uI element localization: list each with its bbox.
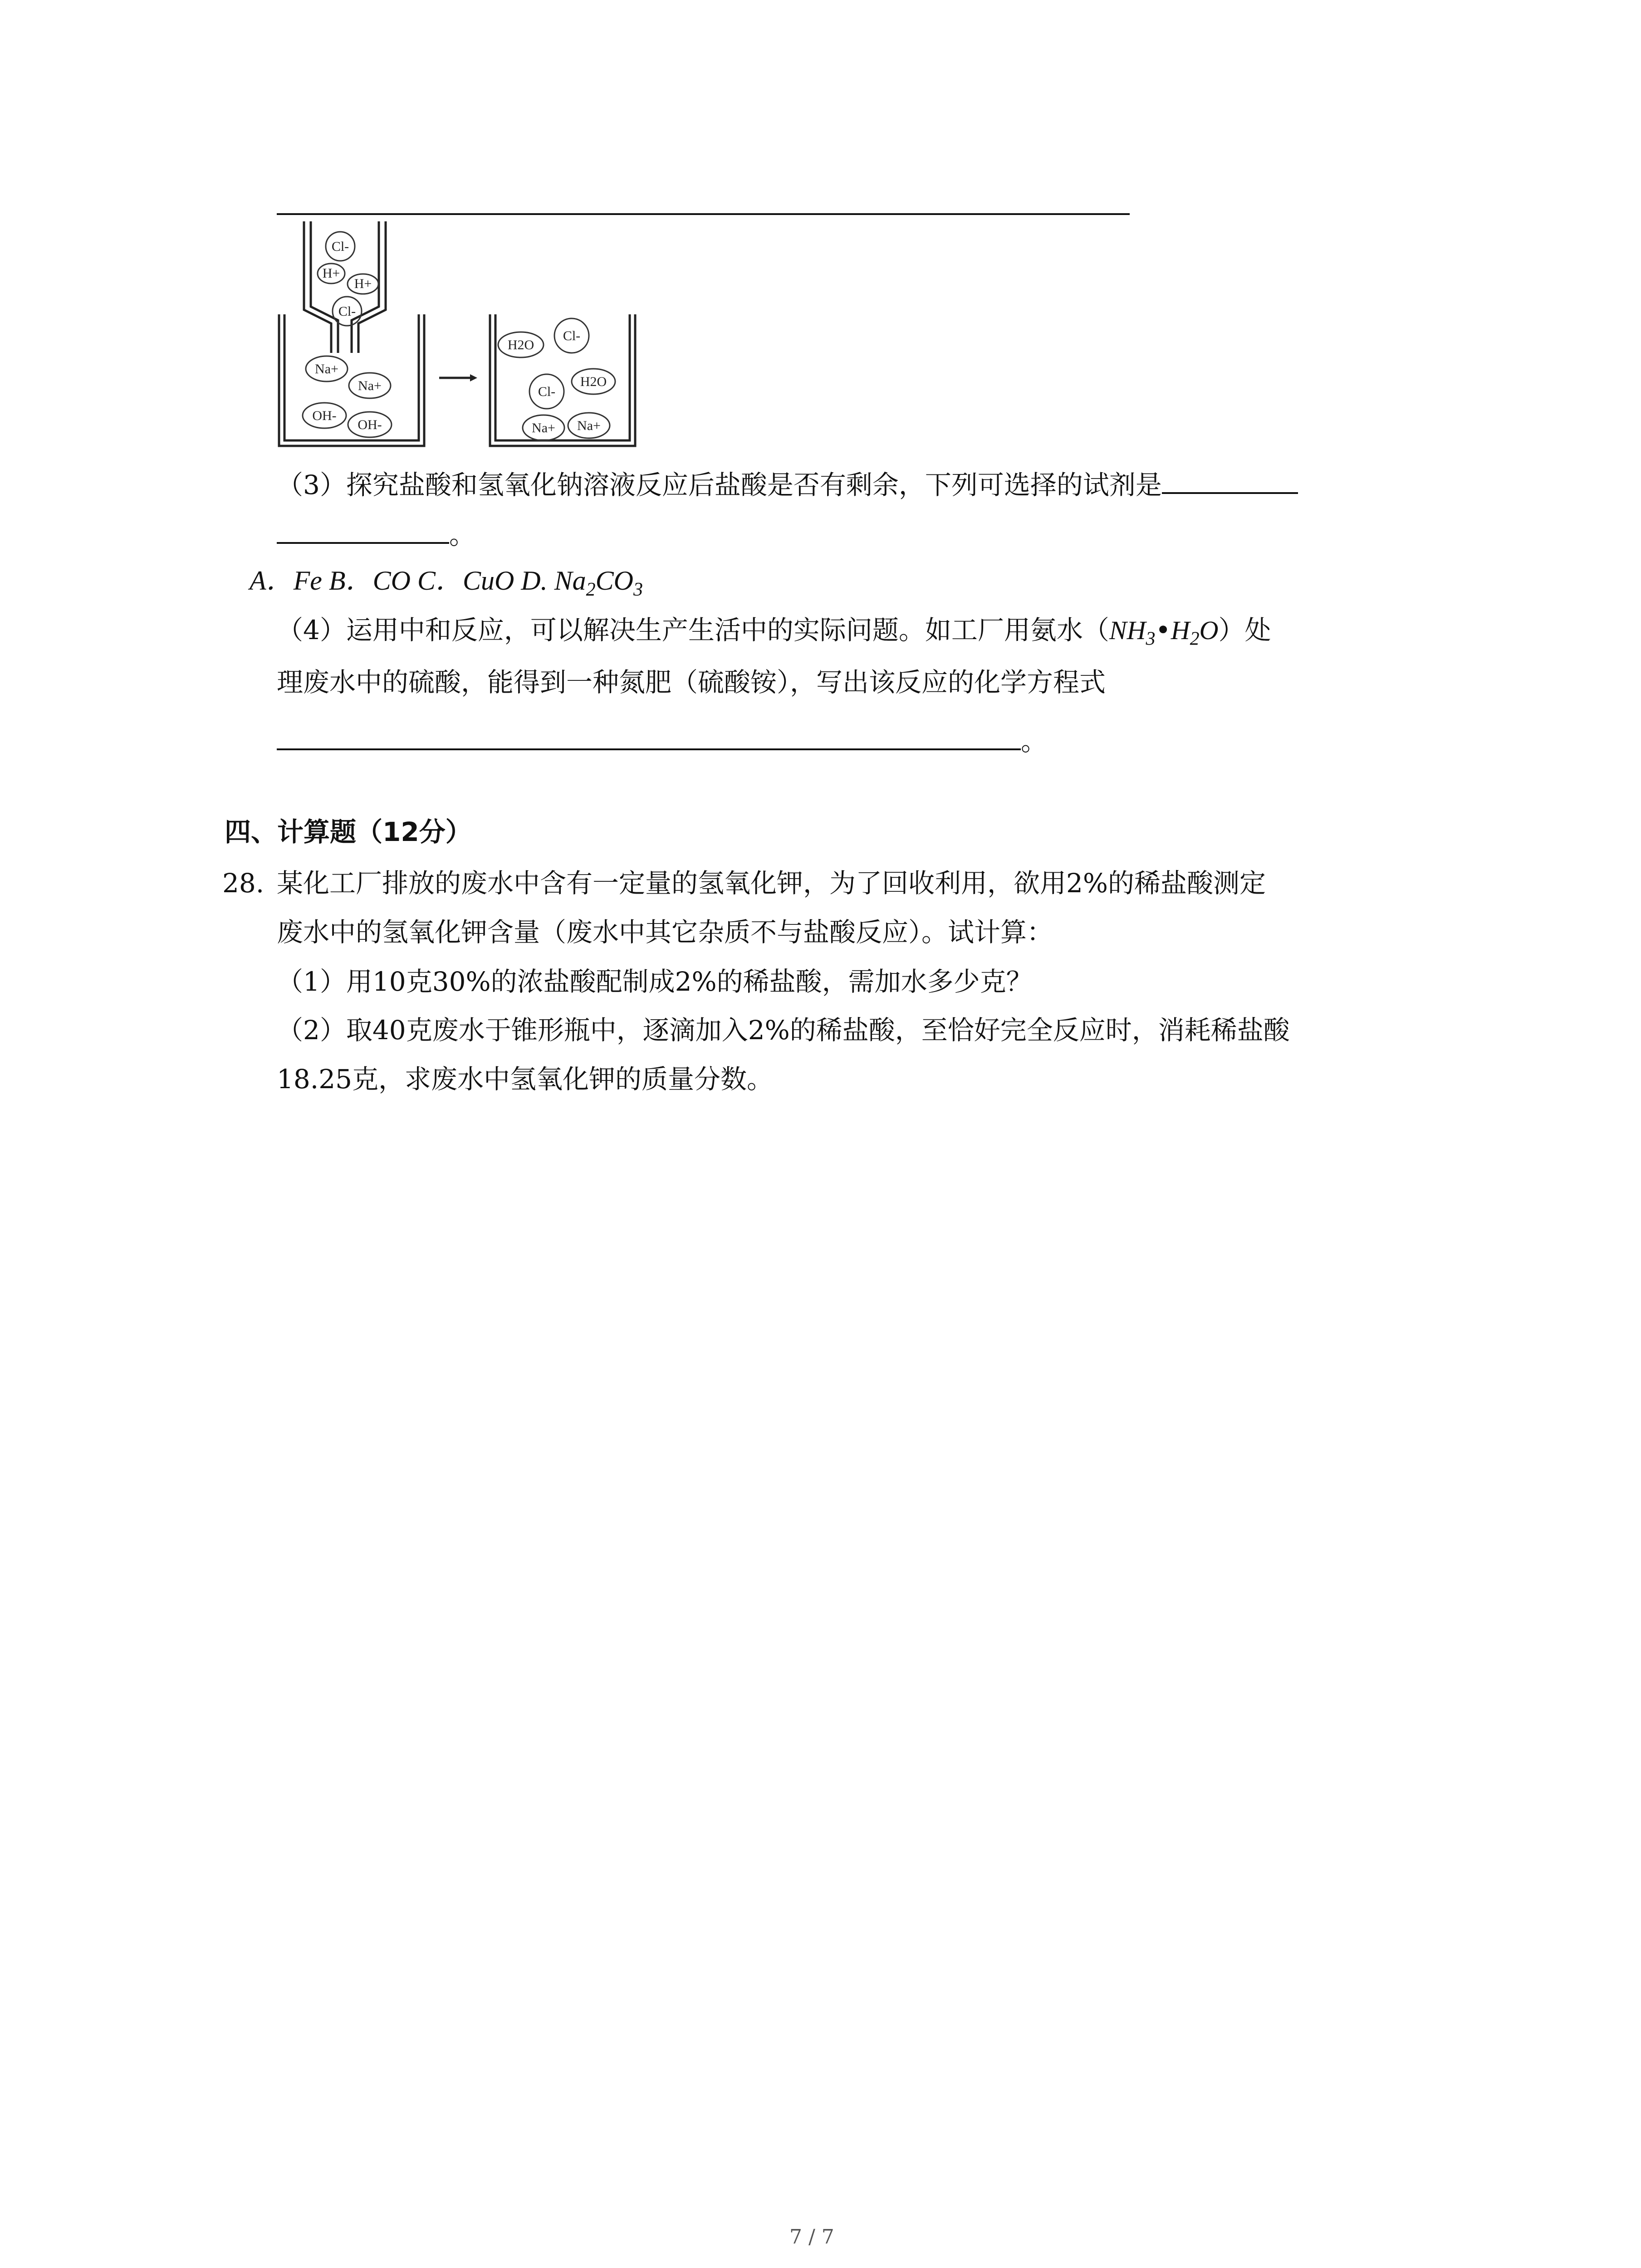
q28-sub2-line1: （2）取40克废水于锥形瓶中，逐滴加入2%的稀盐酸，至恰好完全反应时，消耗稀盐酸	[277, 1015, 1290, 1046]
ion-label: Na+	[358, 378, 382, 393]
ion-label: Cl-	[563, 328, 581, 343]
ion-label: OH-	[312, 408, 337, 423]
ion-label: Cl-	[338, 304, 356, 319]
q28-line2: 废水中的氢氧化钾含量（废水中其它杂质不与盐酸反应）。试计算：	[277, 917, 1053, 948]
top-rule	[277, 213, 1130, 215]
ion-label: Na+	[315, 362, 338, 376]
page-number: 7 / 7	[789, 2225, 834, 2248]
ion-label: Na+	[532, 420, 555, 435]
q28-sub2-line2: 18.25克，求废水中氢氧化钾的质量分数。	[277, 1064, 774, 1095]
answer-blank	[1162, 492, 1298, 494]
ion-label: Cl-	[538, 384, 556, 399]
neutralization-diagram	[272, 217, 644, 457]
q3-text: （3）探究盐酸和氢氧化钠溶液反应后盐酸是否有剩余，下列可选择的试剂是	[277, 469, 1162, 500]
q4-blank-line: 。	[277, 728, 1047, 754]
answer-blank	[277, 542, 449, 544]
section-heading: 四、计算题（12分）	[225, 816, 472, 847]
q28-sub1: （1）用10克30%的浓盐酸配制成2%的稀盐酸，需加水多少克？	[277, 966, 1033, 997]
ion-label: H+	[354, 276, 372, 291]
ion-label: H+	[322, 266, 340, 281]
q3-prompt	[277, 469, 1298, 500]
ion-label: Na+	[577, 418, 601, 433]
ion-label: Cl-	[331, 239, 349, 254]
ion-label: H2O	[580, 374, 607, 389]
ion-label: H2O	[507, 337, 534, 352]
q3-options: A．Fe B．CO C．CuO D. $Na_2CO_3$	[250, 566, 643, 600]
q28-line1: 某化工厂排放的废水中含有一定量的氢氧化钾，为了回收利用，欲用2%的稀盐酸测定	[277, 868, 1266, 899]
answer-blank	[277, 748, 1021, 750]
q28-number: 28.	[222, 868, 265, 899]
q3-blank-line: 。	[277, 522, 475, 548]
q4-line2: 理废水中的硫酸，能得到一种氮肥（硫酸铵），写出该反应的化学方程式	[277, 667, 1106, 698]
q4-line1: （4）运用中和反应，可以解决生产生活中的实际问题。如工厂用氨水$(NH_3•H_2O)$处	[277, 615, 1271, 650]
ion-label: OH-	[358, 417, 382, 432]
